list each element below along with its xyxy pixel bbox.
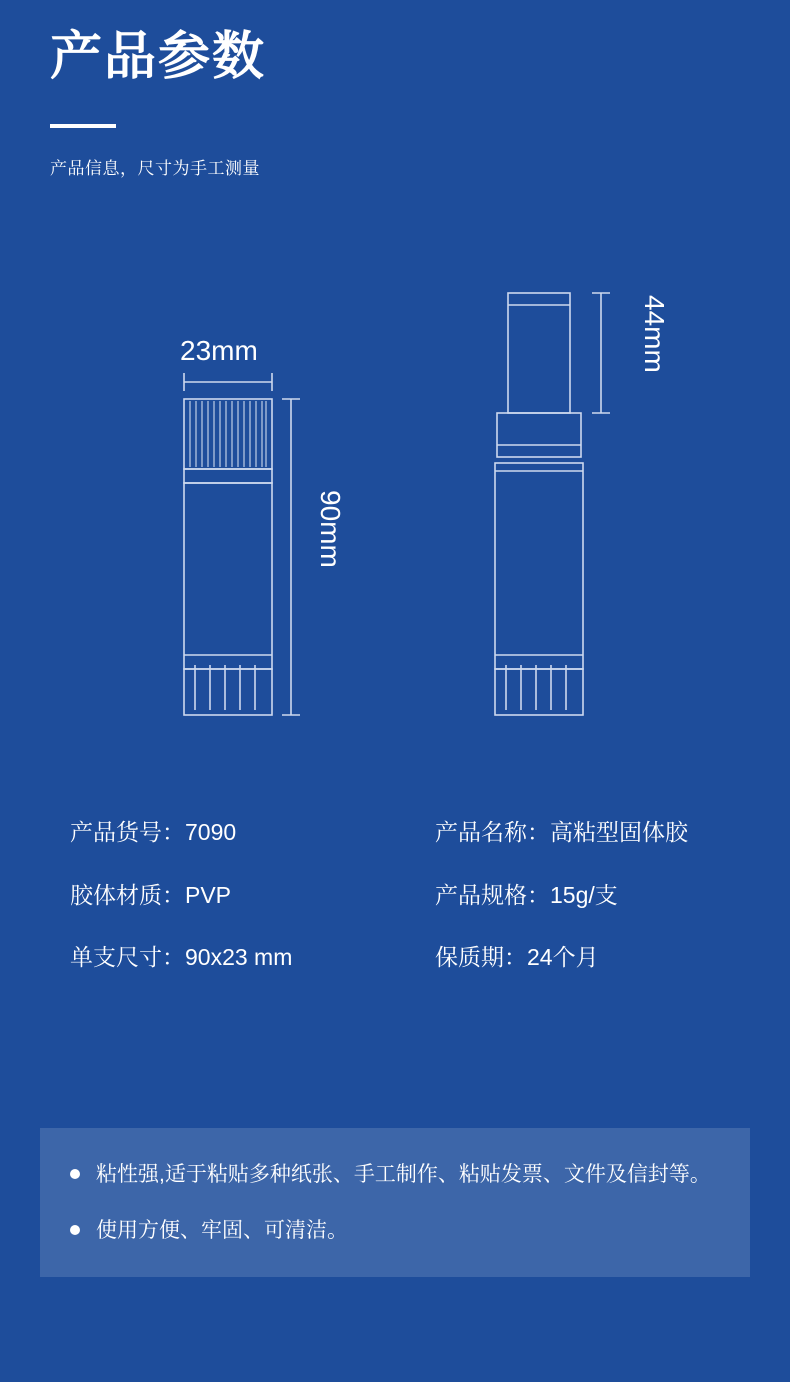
dimension-height-label: 90mm bbox=[315, 490, 346, 568]
spec-value: PVP bbox=[185, 881, 232, 908]
spec-value: 24个月 bbox=[527, 944, 599, 970]
header bbox=[50, 28, 750, 179]
spec-row bbox=[70, 815, 730, 850]
bullet-icon bbox=[70, 1225, 80, 1235]
spec-value: 90x23 mm bbox=[185, 944, 293, 970]
spec-label: 产品规格： bbox=[435, 881, 550, 908]
spec-label: 胶体材质： bbox=[70, 881, 185, 908]
feature-text: 使用方便、牢固、可清洁。 bbox=[96, 1218, 348, 1242]
glue-stick-diagram-svg bbox=[0, 255, 790, 750]
spec-list bbox=[70, 815, 730, 1003]
spec-item-specification bbox=[435, 878, 618, 913]
list-item bbox=[70, 1214, 716, 1248]
spec-row bbox=[70, 940, 730, 975]
spec-item-product-code bbox=[70, 815, 435, 850]
title-divider bbox=[50, 124, 116, 128]
spec-value: 高粘型固体胶 bbox=[550, 819, 688, 845]
spec-label: 保质期： bbox=[435, 944, 527, 970]
spec-item-material bbox=[70, 878, 435, 913]
dimension-width-label: 23mm bbox=[180, 335, 258, 366]
bullet-icon bbox=[70, 1169, 80, 1179]
spec-label: 单支尺寸： bbox=[70, 944, 185, 970]
spec-label: 产品名称： bbox=[435, 819, 550, 845]
dimension-cap-label: 44mm bbox=[639, 295, 670, 373]
spec-item-product-name bbox=[435, 815, 688, 850]
feature-panel bbox=[40, 1128, 750, 1277]
spec-value: 15g/支 bbox=[550, 881, 618, 908]
list-item bbox=[70, 1158, 716, 1192]
page-subtitle: 产品信息，尺寸为手工测量 bbox=[50, 158, 260, 178]
feature-text: 粘性强,适于粘贴多种纸张、手工制作、粘贴发票、文件及信封等。 bbox=[96, 1163, 711, 1186]
page-title: 产品参数 bbox=[50, 28, 267, 86]
spec-row bbox=[70, 878, 730, 913]
spec-label: 产品货号： bbox=[70, 819, 185, 845]
spec-item-shelf-life bbox=[435, 940, 599, 975]
product-illustration bbox=[0, 255, 790, 750]
spec-value: 7090 bbox=[185, 819, 237, 845]
spec-item-size bbox=[70, 940, 435, 975]
